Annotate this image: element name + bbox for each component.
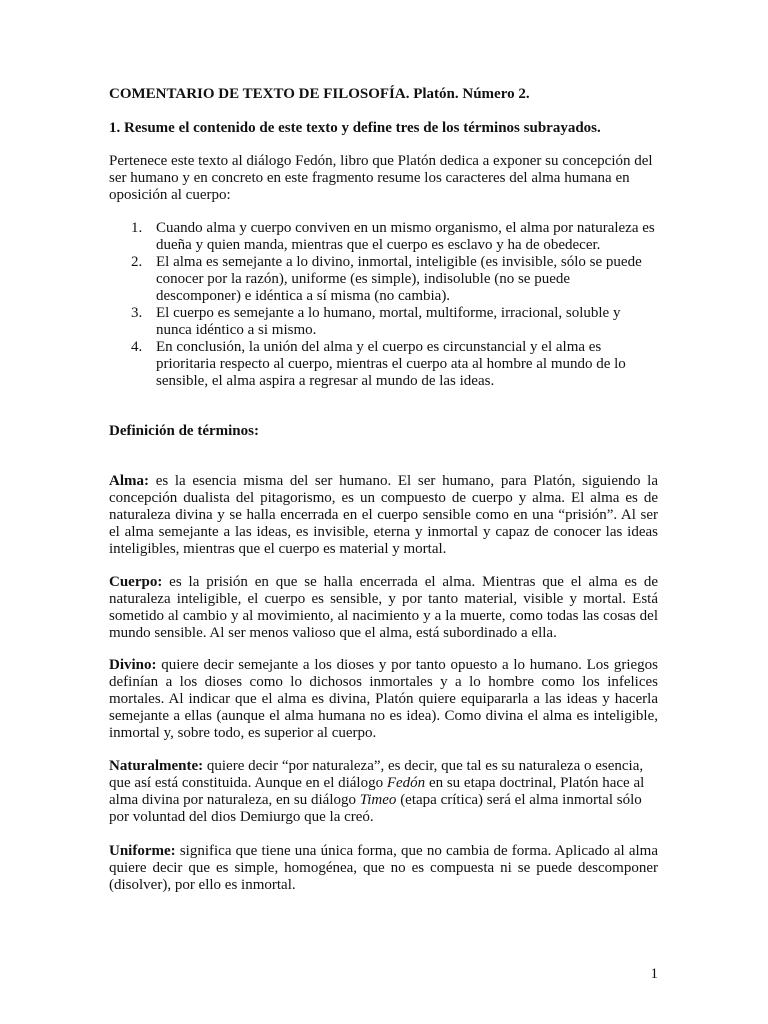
list-item-number: 4. — [131, 339, 143, 355]
list-item-number: 2. — [131, 254, 143, 270]
list-item — [109, 305, 658, 339]
document-title: COMENTARIO DE TEXTO DE FILOSOFÍA. Platón. Número 2. — [109, 86, 530, 102]
definition-cuerpo — [109, 574, 658, 642]
list-item-number: 3. — [131, 305, 143, 321]
list-item — [109, 254, 658, 305]
list-item — [109, 339, 658, 390]
definition-term: Cuerpo: — [109, 574, 163, 590]
definition-term: Naturalmente: — [109, 758, 204, 774]
definition-uniforme — [109, 843, 658, 894]
list-item-number: 1. — [131, 220, 143, 236]
definitions-heading: Definición de términos: — [109, 423, 259, 439]
list-item-text: En conclusión, la unión del alma y el cuerpo es circunstancial y el alma es prioritaria respecto al cuerpo, mientras el cuerpo ata al hombre al mundo de lo sensible, el alma aspira a regresar al mundo de las ideas. — [156, 339, 626, 389]
definition-term: Divino: — [109, 657, 157, 673]
definition-text: en su etapa doctrinal, Platón hace al alma divina por naturaleza, en su diálogo — [109, 775, 645, 808]
list-item-text: Cuando alma y cuerpo conviven en un mismo organismo, el alma por naturaleza es dueña y quien manda, mientras que el cuerpo es esclavo y ha de obedecer. — [156, 220, 655, 253]
page-number: 1 — [650, 966, 658, 982]
intro-paragraph: Pertenece este texto al diálogo Fedón, libro que Platón dedica a exponer su concepción del ser humano y en concreto en este fragmento resume los caracteres del alma humana en oposición al cuerpo: — [109, 153, 653, 203]
definition-text: quiere decir semejante a los dioses y por tanto opuesto a lo humano. Los griegos definían a los dioses como lo dichosos inmortales y a lo hombre como los infelices mortales. Al indicar que el alma es divina, Platón quiere equipararla a las ideas y hacerla semejante a ellas (aunque el alma humana no es idea). Como divina el alma es inteligible, inmortal y, sobre todo, es superior al cuerpo. — [109, 657, 658, 741]
definition-text: es la esencia misma del ser humano. El ser humano, para Platón, siguiendo la concepción dualista del pitagorismo, es un compuesto de cuerpo y alma. El alma es de naturaleza divina y se halla encerrada en el cuerpo sensible como en una “prisión”. Al ser el alma semejante a las ideas, es invisible, eterna y inmortal y capaz de conocer las ideas inteligibles, mientras que el cuerpo es material y mortal. — [109, 473, 658, 557]
definition-text: (etapa crítica) será el alma inmortal sólo por voluntad del dios Demiurgo que la creó. — [109, 792, 642, 825]
definition-text: significa que tiene una única forma, que no cambia de forma. Aplicado al alma quiere decir que es simple, homogénea, que no es compuesta ni se puede descomponer (disolver), por ello es inmortal. — [109, 843, 658, 893]
list-item — [109, 220, 658, 254]
question-heading: 1. Resume el contenido de este texto y define tres de los términos subrayados. — [109, 120, 601, 136]
definition-text: quiere decir “por naturaleza”, es decir, que tal es su naturaleza o esencia, que así está constituida. Aunque en el diálogo — [109, 758, 644, 791]
definition-term: Uniforme: — [109, 843, 176, 859]
definition-alma — [109, 473, 658, 558]
summary-list — [109, 220, 658, 390]
definition-text: es la prisión en que se halla encerrada el alma. Mientras que el alma es de naturaleza inteligible, el cuerpo es sensible, y por tanto material, visible y mortal. Está sometido al cambio y al movimiento, al nacimiento y a la muerte, como todas las cosas del mundo sensible. Al ser menos valioso que el alma, está subordinado a ella. — [109, 574, 658, 641]
work-title-timeo: Timeo — [359, 792, 397, 808]
work-title-fedon: Fedón — [386, 775, 426, 791]
list-item-text: El alma es semejante a lo divino, inmortal, inteligible (es invisible, sólo se puede conocer por la razón), uniforme (es simple), indisoluble (no se puede descomponer) e idéntica a sí misma (no cambia). — [156, 254, 642, 304]
list-item-text: El cuerpo es semejante a lo humano, mortal, multiforme, irracional, soluble y nunca idéntico a si mismo. — [156, 305, 621, 338]
definition-divino — [109, 657, 658, 742]
definition-term: Alma: — [109, 473, 149, 489]
definition-naturalmente — [109, 758, 658, 826]
